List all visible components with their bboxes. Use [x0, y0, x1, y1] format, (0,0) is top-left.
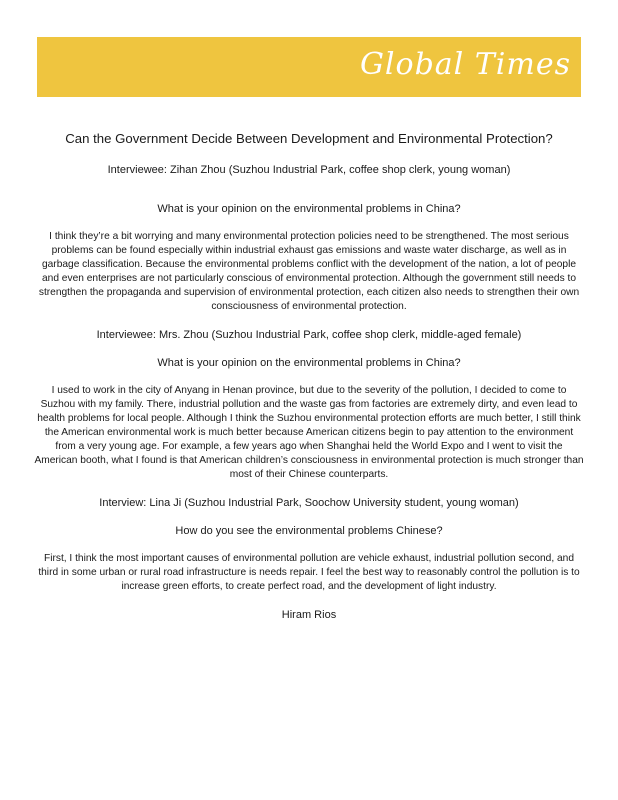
- interviewee-2: Interviewee: Mrs. Zhou (Suzhou Industrial Park, coffee shop clerk, middle-aged female): [96, 329, 522, 341]
- question-1: What is your opinion on the environmental problems in China?: [157, 203, 461, 215]
- answer-1: I think they’re a bit worrying and many environmental protection policies need to be strengthened. The most serious problems can be found especially within industrial exhaust gas emissions and waste water discharge, as well as in garbage classification. Because the environmental problems conflict with the development of the nation, a lot of people and even enterprises are not particularly conscious of environmental protection. Although the government still needs to strengthen the propaganda and supervision of environmental protection, each citizen also needs to strengthen their own consciousness of environmental protection.: [38, 231, 580, 312]
- masthead-banner: [37, 37, 581, 97]
- interviewee-1: Interviewee: Zihan Zhou (Suzhou Industrial Park, coffee shop clerk, young woman): [107, 164, 511, 176]
- interviewee-3: Interview: Lina Ji (Suzhou Industrial Park, Soochow University student, young woman): [99, 497, 519, 509]
- article-byline: Hiram Rios: [281, 609, 337, 621]
- question-2: What is your opinion on the environmental problems in China?: [157, 357, 461, 369]
- masthead-title: Global Times: [359, 47, 571, 82]
- answer-2: I used to work in the city of Anyang in Henan province, but due to the severity of the pollution, I decided to come to Suzhou with my family. There, industrial pollution and the waste gas from factories are extremely dirty, and even lead to health problems for local people. Although I think the Suzhou environmental protection efforts are much better, I still think the American environmental work is much better because American citizens begin to pay attention to the environment from a very young age. For example, a few years ago when Shanghai held the World Expo and I went to visit the American booth, what I found is that American children’s consciousness in environmental protection is much stronger than most of their Chinese counterparts.: [34, 385, 584, 480]
- question-3: How do you see the environmental problems Chinese?: [175, 525, 443, 537]
- article-headline: Can the Government Decide Between Development and Environmental Protection?: [65, 131, 553, 146]
- article-body: [34, 130, 584, 622]
- answer-3: First, I think the most important causes of environmental pollution are vehicle exhaust, industrial pollution second, and third in some urban or rural road infrastructure is needs repair. I feel the best way to reasonably control the pollution is to increase green efforts, to create perfect road, and the development of light industry.: [38, 553, 580, 592]
